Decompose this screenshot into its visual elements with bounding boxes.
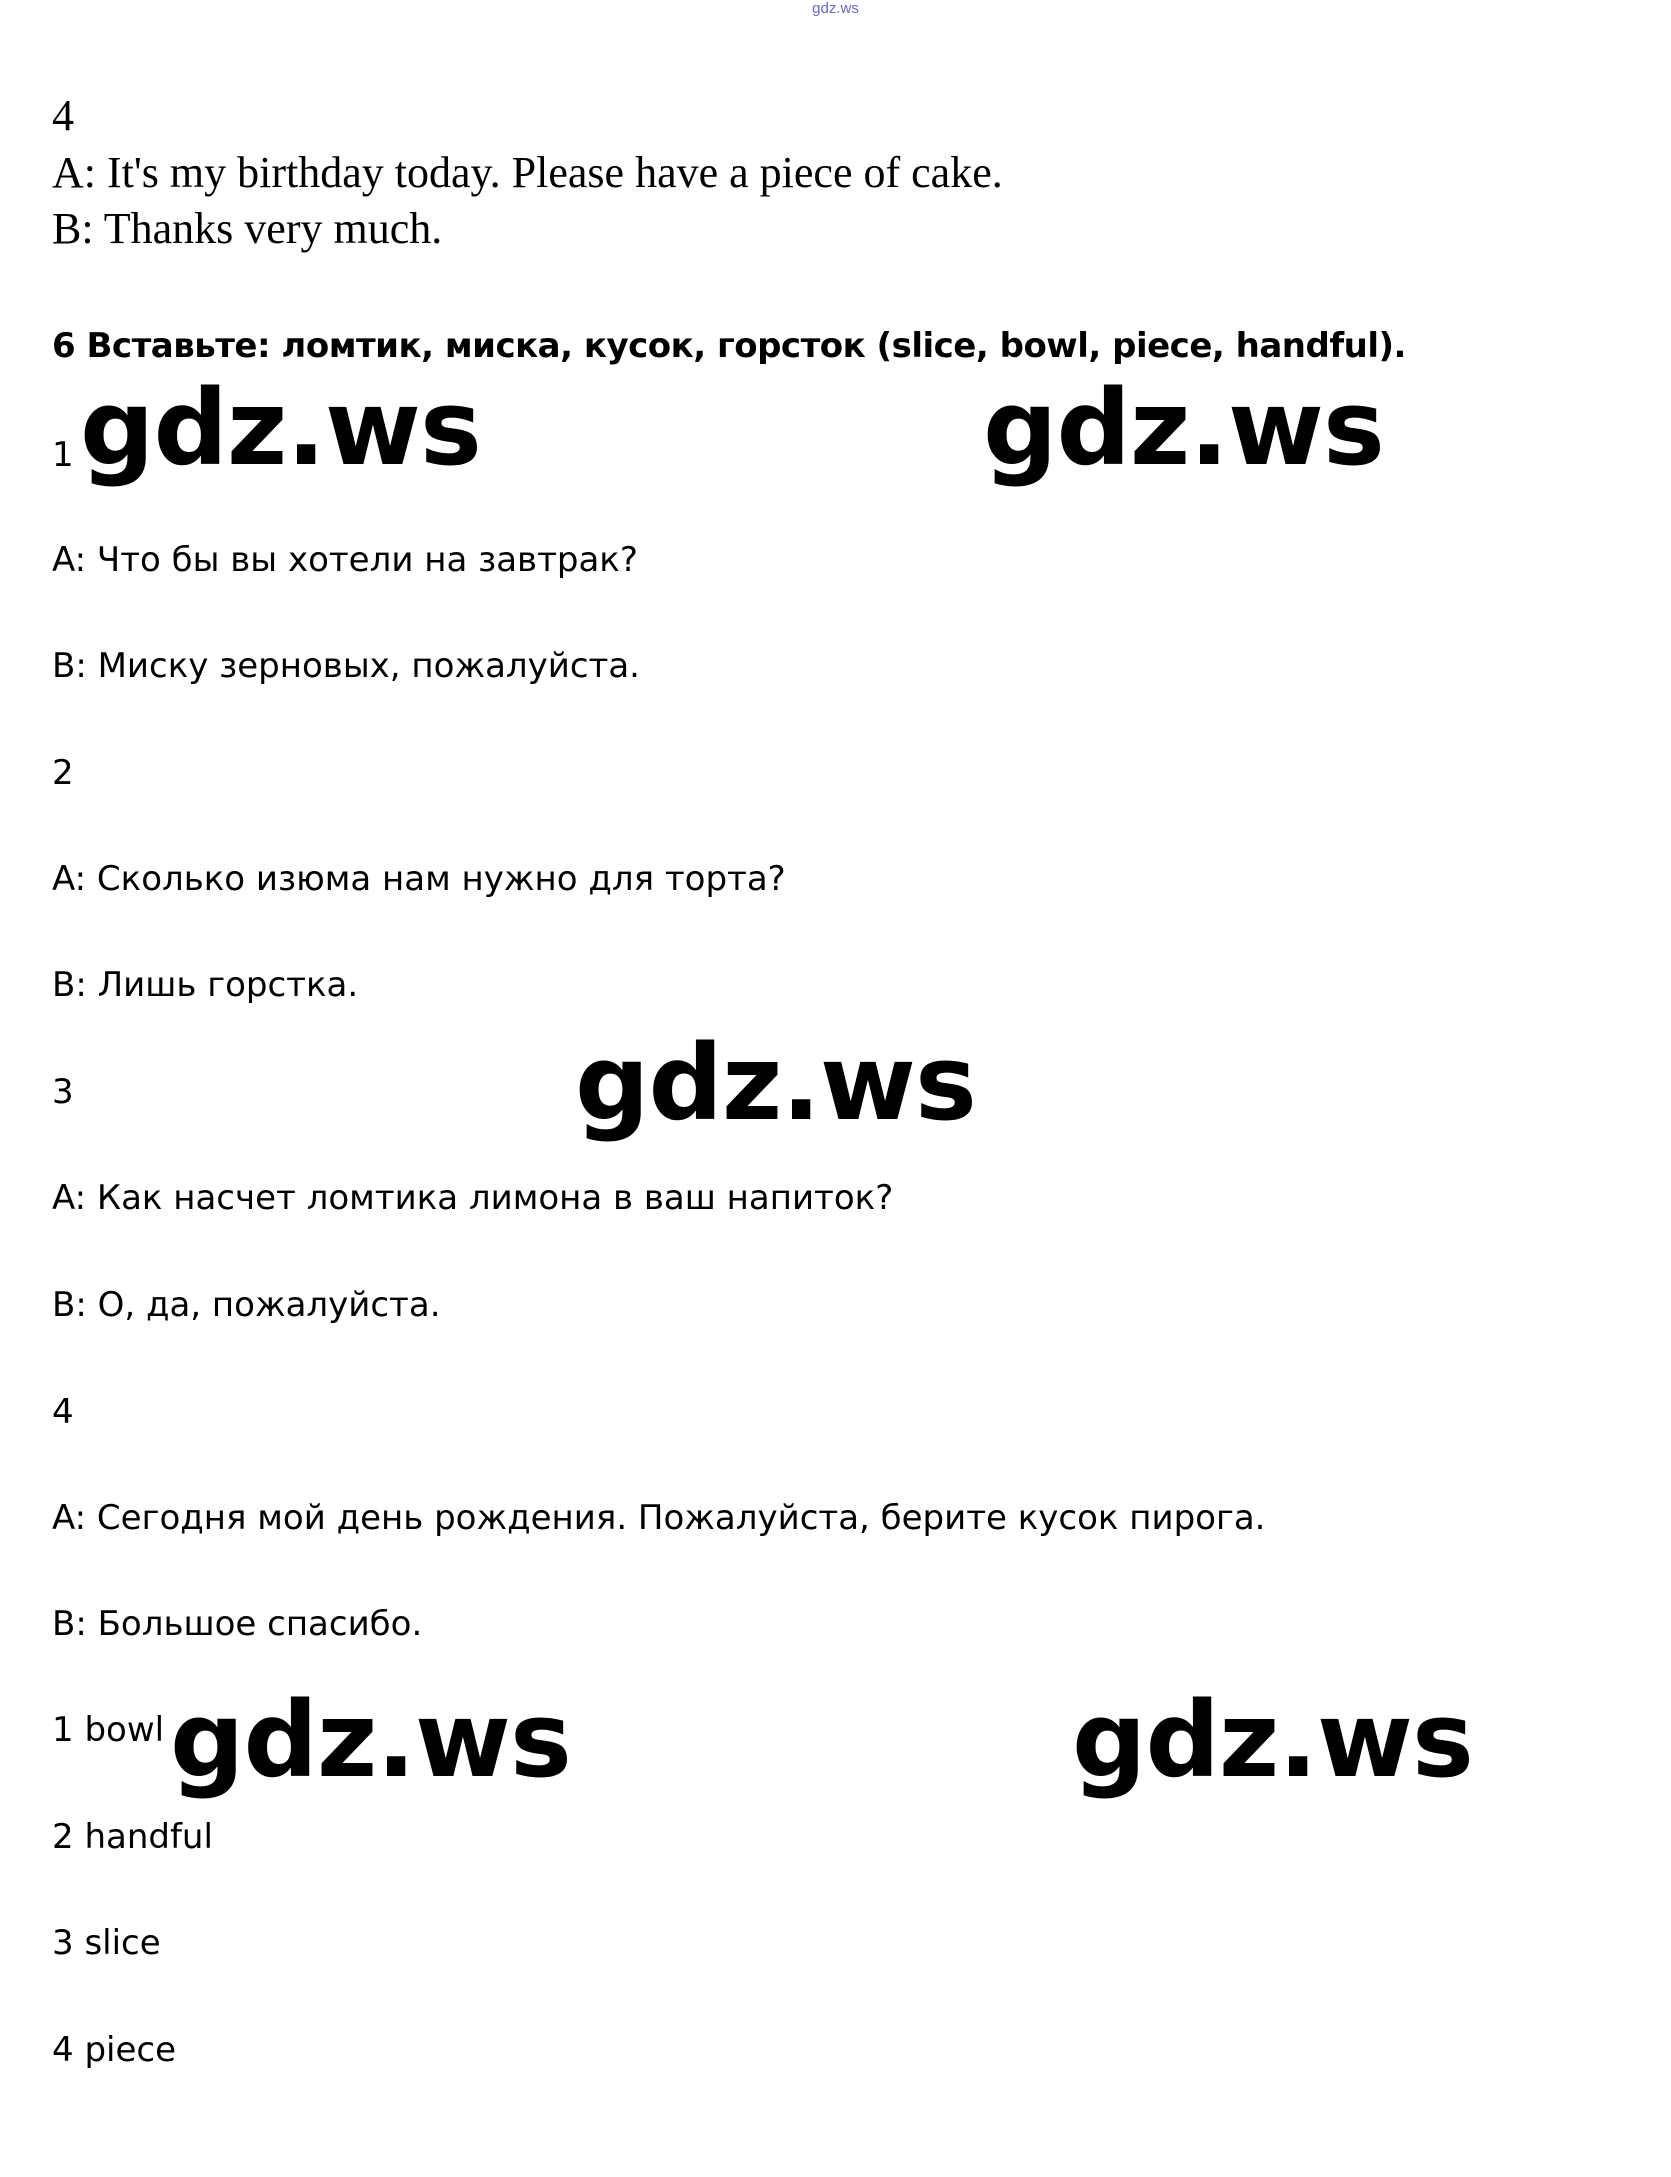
answer-2: 2 handful xyxy=(52,1817,213,1857)
item-3-line-b: B: О, да, пожалуйста. xyxy=(52,1285,441,1325)
item-4-line-a: A: Сегодня мой день рождения. Пожалуйста, берите кусок пирога. xyxy=(52,1498,1266,1538)
prev-item-number: 4 xyxy=(52,91,74,140)
item-1-line-b: B: Миску зерновых, пожалуйста. xyxy=(52,646,640,686)
watermark-3: gdz.ws xyxy=(575,1022,976,1144)
item-3-line-a: A: Как насчет ломтика лимона в ваш напиток? xyxy=(52,1178,894,1218)
item-2-line-a: A: Сколько изюма нам нужно для торта? xyxy=(52,859,786,899)
answer-4: 4 piece xyxy=(52,2030,176,2070)
watermark-1: gdz.ws xyxy=(80,367,481,489)
watermark-5: gdz.ws xyxy=(1072,1679,1473,1801)
watermark-2: gdz.ws xyxy=(983,367,1384,489)
header-watermark: gdz.ws xyxy=(812,0,859,17)
item-2-line-b: B: Лишь горстка. xyxy=(52,965,359,1005)
exercise-heading: 6 Вставьте: ломтик, миска, кусок, горсток (slice, bowl, piece, handful). xyxy=(52,326,1406,366)
item-1-number: 1 xyxy=(52,435,74,475)
item-2-number: 2 xyxy=(52,753,74,793)
answer-1: 1 bowl xyxy=(52,1710,165,1750)
watermark-4: gdz.ws xyxy=(170,1679,571,1801)
answer-3: 3 slice xyxy=(52,1923,161,1963)
item-3-number: 3 xyxy=(52,1072,74,1112)
item-4-line-b: B: Большое спасибо. xyxy=(52,1604,423,1644)
item-4-number: 4 xyxy=(52,1392,74,1432)
item-1-line-a: A: Что бы вы хотели на завтрак? xyxy=(52,540,638,580)
prev-line-a: A: It's my birthday today. Please have a piece of cake. xyxy=(52,148,1003,197)
prev-line-b: B: Thanks very much. xyxy=(52,204,443,253)
